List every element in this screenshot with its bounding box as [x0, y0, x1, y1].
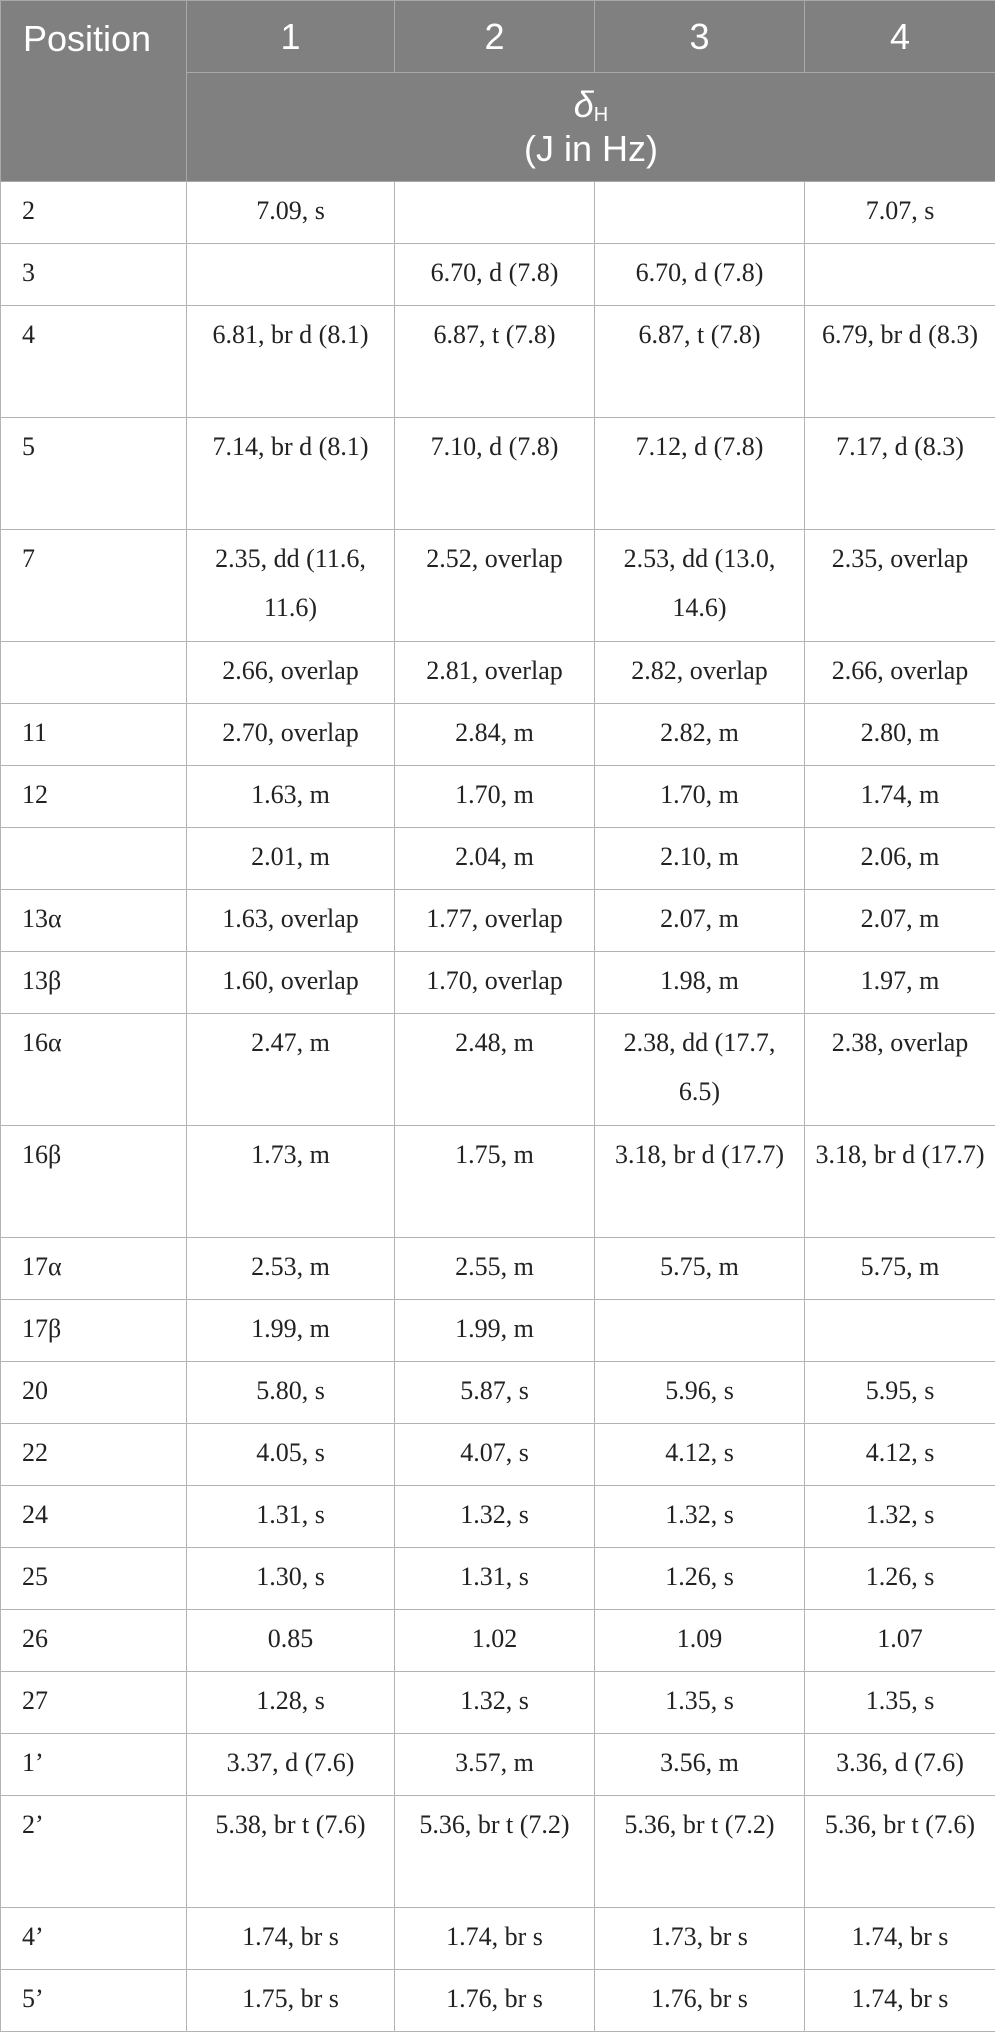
shift-cell-compound-1: 1.31, s — [187, 1486, 395, 1548]
shift-cell-compound-3: 2.07, m — [595, 890, 805, 952]
table-row — [1, 1672, 995, 1734]
shift-cell-compound-1: 1.63, m — [187, 766, 395, 828]
shift-cell-compound-1: 2.35, dd (11.6, 11.6) — [187, 530, 395, 642]
shift-cell-compound-3: 2.82, overlap — [595, 642, 805, 704]
shift-cell-compound-4: 5.95, s — [805, 1362, 995, 1424]
shift-cell-compound-3 — [595, 1300, 805, 1362]
table-header — [1, 1, 995, 182]
position-cell — [1, 642, 187, 704]
shift-cell-compound-2 — [395, 182, 595, 244]
table-row — [1, 828, 995, 890]
position-cell: 25 — [1, 1548, 187, 1610]
compound-3-header: 3 — [595, 1, 805, 73]
shift-cell-compound-3: 6.70, d (7.8) — [595, 244, 805, 306]
table-row — [1, 182, 995, 244]
shift-cell-compound-2: 6.70, d (7.8) — [395, 244, 595, 306]
table-body — [1, 182, 995, 2032]
shift-cell-compound-2: 5.36, br t (7.2) — [395, 1796, 595, 1908]
position-cell: 11 — [1, 704, 187, 766]
position-cell: 13α — [1, 890, 187, 952]
shift-cell-compound-1: 1.73, m — [187, 1126, 395, 1238]
shift-cell-compound-3: 1.35, s — [595, 1672, 805, 1734]
shift-cell-compound-1: 5.80, s — [187, 1362, 395, 1424]
shift-cell-compound-2: 1.77, overlap — [395, 890, 595, 952]
table-row — [1, 1908, 995, 1970]
table-row — [1, 704, 995, 766]
table-row — [1, 1734, 995, 1796]
position-column-header: Position — [1, 1, 187, 182]
position-cell: 3 — [1, 244, 187, 306]
shift-cell-compound-1: 3.37, d (7.6) — [187, 1734, 395, 1796]
shift-cell-compound-4: 1.26, s — [805, 1548, 995, 1610]
position-cell: 16α — [1, 1014, 187, 1126]
position-cell: 4 — [1, 306, 187, 418]
shift-cell-compound-2: 1.31, s — [395, 1548, 595, 1610]
coupling-constant-label: (J in Hz) — [524, 128, 658, 170]
compound-2-header: 2 — [395, 1, 595, 73]
shift-cell-compound-3 — [595, 182, 805, 244]
header-row-compounds — [1, 1, 995, 73]
position-cell: 1’ — [1, 1734, 187, 1796]
shift-cell-compound-4: 1.74, br s — [805, 1970, 995, 2032]
position-cell: 26 — [1, 1610, 187, 1672]
shift-cell-compound-3: 2.38, dd (17.7, 6.5) — [595, 1014, 805, 1126]
position-cell: 22 — [1, 1424, 187, 1486]
shift-cell-compound-4: 1.74, m — [805, 766, 995, 828]
shift-cell-compound-4: 2.80, m — [805, 704, 995, 766]
table-row — [1, 244, 995, 306]
chemical-shift-header — [187, 73, 995, 182]
table-row — [1, 1610, 995, 1672]
shift-cell-compound-1: 2.47, m — [187, 1014, 395, 1126]
shift-cell-compound-1: 2.53, m — [187, 1238, 395, 1300]
shift-cell-compound-3: 1.76, br s — [595, 1970, 805, 2032]
shift-cell-compound-2: 2.04, m — [395, 828, 595, 890]
table-row — [1, 306, 995, 418]
shift-cell-compound-4: 3.36, d (7.6) — [805, 1734, 995, 1796]
shift-cell-compound-4: 7.07, s — [805, 182, 995, 244]
table-row — [1, 1796, 995, 1908]
shift-cell-compound-3: 1.26, s — [595, 1548, 805, 1610]
shift-cell-compound-1: 6.81, br d (8.1) — [187, 306, 395, 418]
shift-cell-compound-2: 1.70, m — [395, 766, 595, 828]
table-row — [1, 1126, 995, 1238]
shift-cell-compound-1: 1.30, s — [187, 1548, 395, 1610]
table-row — [1, 418, 995, 530]
shift-cell-compound-2: 1.02 — [395, 1610, 595, 1672]
shift-cell-compound-1: 0.85 — [187, 1610, 395, 1672]
shift-cell-compound-2: 1.99, m — [395, 1300, 595, 1362]
shift-cell-compound-2: 4.07, s — [395, 1424, 595, 1486]
shift-cell-compound-2: 1.32, s — [395, 1672, 595, 1734]
position-cell: 16β — [1, 1126, 187, 1238]
shift-cell-compound-1: 7.09, s — [187, 182, 395, 244]
compound-1-header: 1 — [187, 1, 395, 73]
shift-cell-compound-4: 3.18, br d (17.7) — [805, 1126, 995, 1238]
table-row — [1, 766, 995, 828]
shift-cell-compound-1: 7.14, br d (8.1) — [187, 418, 395, 530]
delta-symbol: δ — [573, 84, 594, 126]
shift-cell-compound-4: 1.74, br s — [805, 1908, 995, 1970]
shift-cell-compound-3: 3.18, br d (17.7) — [595, 1126, 805, 1238]
shift-cell-compound-3: 4.12, s — [595, 1424, 805, 1486]
shift-cell-compound-4: 4.12, s — [805, 1424, 995, 1486]
shift-cell-compound-3: 2.82, m — [595, 704, 805, 766]
shift-cell-compound-1: 1.74, br s — [187, 1908, 395, 1970]
position-cell: 24 — [1, 1486, 187, 1548]
shift-cell-compound-3: 2.53, dd (13.0, 14.6) — [595, 530, 805, 642]
shift-cell-compound-2: 1.75, m — [395, 1126, 595, 1238]
shift-cell-compound-3: 6.87, t (7.8) — [595, 306, 805, 418]
shift-cell-compound-1: 1.63, overlap — [187, 890, 395, 952]
shift-cell-compound-1: 1.60, overlap — [187, 952, 395, 1014]
shift-cell-compound-4: 2.35, overlap — [805, 530, 995, 642]
shift-cell-compound-4 — [805, 244, 995, 306]
table-row — [1, 642, 995, 704]
table-row — [1, 1362, 995, 1424]
shift-cell-compound-2: 1.32, s — [395, 1486, 595, 1548]
shift-cell-compound-2: 6.87, t (7.8) — [395, 306, 595, 418]
position-cell: 20 — [1, 1362, 187, 1424]
shift-cell-compound-4: 1.07 — [805, 1610, 995, 1672]
position-cell: 27 — [1, 1672, 187, 1734]
table-row — [1, 1548, 995, 1610]
position-cell: 5 — [1, 418, 187, 530]
position-cell: 13β — [1, 952, 187, 1014]
shift-cell-compound-4: 1.35, s — [805, 1672, 995, 1734]
shift-cell-compound-3: 2.10, m — [595, 828, 805, 890]
shift-cell-compound-1: 4.05, s — [187, 1424, 395, 1486]
position-cell: 2 — [1, 182, 187, 244]
shift-cell-compound-2: 1.74, br s — [395, 1908, 595, 1970]
shift-cell-compound-2: 3.57, m — [395, 1734, 595, 1796]
shift-cell-compound-4: 6.79, br d (8.3) — [805, 306, 995, 418]
position-cell: 12 — [1, 766, 187, 828]
shift-cell-compound-3: 3.56, m — [595, 1734, 805, 1796]
shift-cell-compound-3: 5.75, m — [595, 1238, 805, 1300]
shift-cell-compound-4: 5.75, m — [805, 1238, 995, 1300]
shift-cell-compound-3: 1.32, s — [595, 1486, 805, 1548]
shift-cell-compound-3: 1.09 — [595, 1610, 805, 1672]
shift-cell-compound-1: 2.66, overlap — [187, 642, 395, 704]
shift-cell-compound-2: 7.10, d (7.8) — [395, 418, 595, 530]
table-row — [1, 1424, 995, 1486]
compound-4-header: 4 — [805, 1, 995, 73]
shift-cell-compound-3: 5.96, s — [595, 1362, 805, 1424]
shift-cell-compound-2: 2.81, overlap — [395, 642, 595, 704]
shift-cell-compound-1: 1.99, m — [187, 1300, 395, 1362]
shift-cell-compound-2: 2.84, m — [395, 704, 595, 766]
shift-cell-compound-2: 2.55, m — [395, 1238, 595, 1300]
table-row — [1, 1970, 995, 2032]
shift-cell-compound-4: 2.07, m — [805, 890, 995, 952]
shift-cell-compound-1: 1.28, s — [187, 1672, 395, 1734]
position-cell: 4’ — [1, 1908, 187, 1970]
shift-cell-compound-4: 1.97, m — [805, 952, 995, 1014]
position-cell: 17α — [1, 1238, 187, 1300]
position-cell: 17β — [1, 1300, 187, 1362]
shift-cell-compound-4: 2.06, m — [805, 828, 995, 890]
table-row — [1, 1014, 995, 1126]
delta-subscript: H — [593, 104, 609, 127]
table-row — [1, 890, 995, 952]
shift-cell-compound-3: 1.98, m — [595, 952, 805, 1014]
shift-cell-compound-4: 7.17, d (8.3) — [805, 418, 995, 530]
shift-cell-compound-3: 1.73, br s — [595, 1908, 805, 1970]
shift-cell-compound-3: 1.70, m — [595, 766, 805, 828]
shift-cell-compound-2: 2.52, overlap — [395, 530, 595, 642]
shift-cell-compound-1: 2.70, overlap — [187, 704, 395, 766]
shift-cell-compound-4 — [805, 1300, 995, 1362]
shift-cell-compound-2: 1.76, br s — [395, 1970, 595, 2032]
position-cell: 7 — [1, 530, 187, 642]
shift-cell-compound-4: 5.36, br t (7.6) — [805, 1796, 995, 1908]
shift-cell-compound-1: 1.75, br s — [187, 1970, 395, 2032]
shift-cell-compound-4: 1.32, s — [805, 1486, 995, 1548]
shift-cell-compound-4: 2.38, overlap — [805, 1014, 995, 1126]
table-row — [1, 530, 995, 642]
table-row — [1, 1300, 995, 1362]
table-row — [1, 1238, 995, 1300]
shift-cell-compound-2: 5.87, s — [395, 1362, 595, 1424]
shift-cell-compound-3: 5.36, br t (7.2) — [595, 1796, 805, 1908]
position-cell: 2’ — [1, 1796, 187, 1908]
shift-cell-compound-1: 2.01, m — [187, 828, 395, 890]
shift-cell-compound-2: 2.48, m — [395, 1014, 595, 1126]
shift-cell-compound-1 — [187, 244, 395, 306]
shift-cell-compound-1: 5.38, br t (7.6) — [187, 1796, 395, 1908]
shift-cell-compound-4: 2.66, overlap — [805, 642, 995, 704]
position-cell — [1, 828, 187, 890]
table-row — [1, 1486, 995, 1548]
shift-cell-compound-2: 1.70, overlap — [395, 952, 595, 1014]
position-cell: 5’ — [1, 1970, 187, 2032]
table-row — [1, 952, 995, 1014]
shift-cell-compound-3: 7.12, d (7.8) — [595, 418, 805, 530]
